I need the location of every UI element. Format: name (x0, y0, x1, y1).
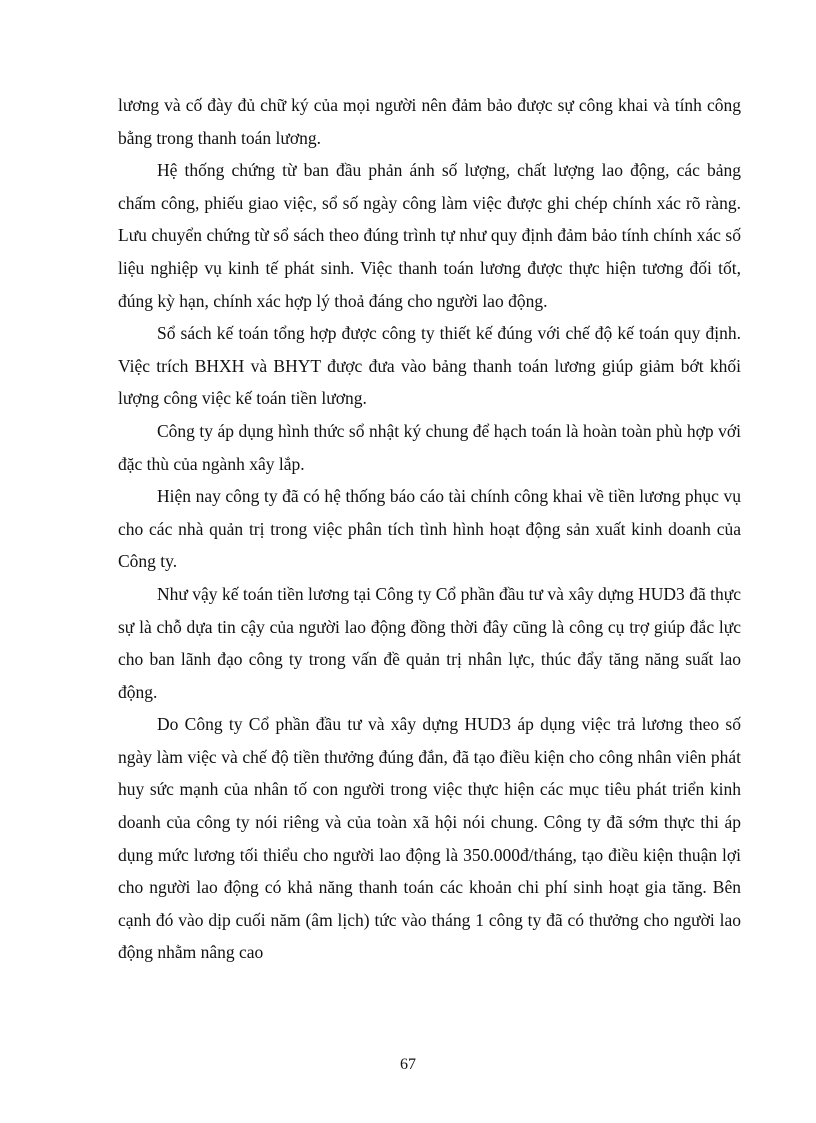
paragraph: Như vậy kế toán tiền lương tại Công ty Cổ phần đầu tư và xây dựng HUD3 đã thực sự là chỗ dựa tin cậy của người lao động đồng thời đây cũng là công cụ trợ giúp đắc lực cho ban lãnh đạo công ty trong vấn đề quản trị nhân lực, thúc đẩy tăng năng suất lao động. (118, 583, 741, 702)
paragraph: Do Công ty Cổ phần đầu tư và xây dựng HUD3 áp dụng việc trả lương theo số ngày làm việc và chế độ tiền thưởng đúng đắn, đã tạo điều kiện cho công nhân viên phát huy sức mạnh của nhân tố con người trong việc thực hiện các mục tiêu phát triển kinh doanh của công ty nói riêng và của toàn xã hội nói chung. Công ty đã sớm thực thi áp dụng mức lương tối thiểu cho người lao động là 350.000đ/tháng, tạo điều kiện thuận lợi cho người lao động có khả năng thanh toán các khoản chi phí sinh hoạt gia tăng. Bên cạnh đó vào dịp cuối năm (âm lịch) tức vào tháng 1 công ty đã có thưởng cho người lao động nhằm nâng cao (118, 714, 741, 963)
paragraph: Sổ sách kế toán tổng hợp được công ty thiết kế đúng với chế độ kế toán quy định. Việc trích BHXH và BHYT được đưa vào bảng thanh toán lương giúp giảm bớt khối lượng công việc kế toán tiền lương. (118, 323, 741, 409)
page-number: 67 (400, 1056, 416, 1073)
paragraph: Hệ thống chứng từ ban đầu phản ánh số lượng, chất lượng lao động, các bảng chấm công, phiếu giao việc, sổ số ngày công làm việc được ghi chép chính xác rõ ràng. Lưu chuyển chứng từ sổ sách theo đúng trình tự như quy định đảm bảo tính chính xác số liệu nghiệp vụ kinh tế phát sinh. Việc thanh toán lương được thực hiện tương đối tốt, đúng kỳ hạn, chính xác hợp lý thoả đáng cho người lao động. (118, 160, 741, 311)
paragraph: Công ty áp dụng hình thức sổ nhật ký chung để hạch toán là hoàn toàn phù hợp với đặc thù của ngành xây lắp. (118, 420, 741, 474)
paragraph: lương và cố đày đủ chữ ký của mọi người nên đảm bảo được sự công khai và tính công bằng trong thanh toán lương. (118, 95, 741, 148)
document-body (118, 89, 741, 969)
paragraph: Hiện nay công ty đã có hệ thống báo cáo tài chính công khai về tiền lương phục vụ cho các nhà quản trị trong việc phân tích tình hình hoạt động sản xuất kinh doanh của Công ty. (118, 486, 741, 572)
